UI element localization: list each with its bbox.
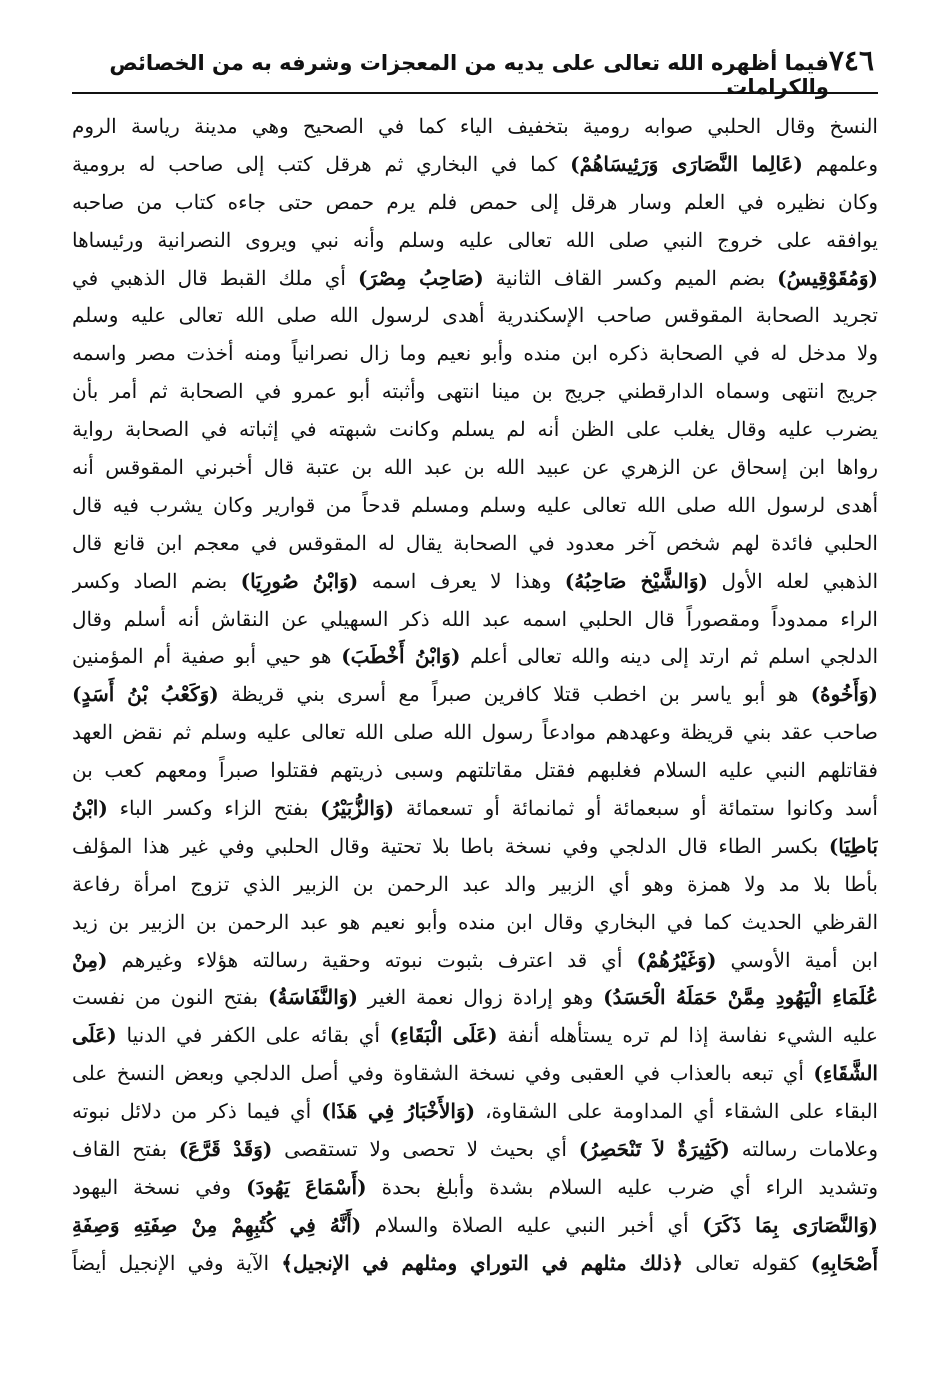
commentary-text: بفتح النون من نفست (72, 985, 268, 1010)
commentary-text: وعلمهم (802, 151, 878, 176)
text-line (72, 790, 878, 828)
commentary-text: بفتح القاف (72, 1137, 179, 1162)
text-line (72, 146, 878, 184)
quoted-text: أَصْحَابِهِ) (810, 1250, 878, 1275)
quoted-text: (وَابْنُ أَخْطَبَ) (341, 644, 461, 669)
commentary-text: تجريد الصحابة المقوقس صاحب الإسكندرية أهدى لرسول الله صلى الله تعالى عليه وسلم (72, 303, 878, 328)
text-line (72, 563, 878, 601)
commentary-text: أسد وكانوا ستمائة أو سبعمائة أو ثمانمائة أو تسعمائة (394, 796, 878, 821)
commentary-text: الدلجي اسلم ثم ارتد إلى دينه والله تعالى أعلم (460, 644, 878, 669)
commentary-text: أي بحيث لا تحصى ولا تستقصى (272, 1137, 579, 1162)
commentary-text: بأطا بلا مد ولا همزة وهو أي الزبير والد عبد الرحمن بن الزبير الذي تزوج امرأة رفاعة (72, 871, 878, 896)
quoted-text: (مِنْ (72, 947, 108, 972)
text-line (72, 1055, 878, 1093)
quoted-text: (وَالزُّبَيْرُ) (320, 796, 395, 821)
commentary-text: أي بقائه على الكفر في الدنيا (116, 1023, 390, 1048)
commentary-text: وهذا لا يعرف اسمه (358, 568, 565, 593)
text-line (72, 411, 878, 449)
quoted-text: (وَكَعْبُ بْنُ أَسَدٍ) (72, 682, 219, 707)
commentary-text: عليه الشيء نفاسة إذا لم تره يستأهله أنفة (497, 1023, 878, 1048)
commentary-text: النسخ وقال الحلبي صوابه رومية بتخفيف الياء كما في الصحيح وهي مدينة رياسة الروم (72, 114, 878, 138)
quoted-text: (عَلَى الْبَقَاءِ) (389, 1023, 498, 1048)
text-line (72, 904, 878, 942)
text-line (72, 525, 878, 563)
quoted-text: (صَاحِبُ مِصْرَ) (357, 265, 484, 290)
commentary-text: أي تبعه بالعذاب في العقبى وفي نسخة الشقاوة وفي أصل الدلجي وبعض النسخ على (72, 1061, 814, 1086)
commentary-text: القرظي الحديث كما في البخاري وقال ابن منده وأبو نعيم هو عبد الرحمن بن الزبير بن زيد (72, 909, 878, 934)
text-line (72, 1245, 878, 1283)
quoted-text: (ابْنُ (72, 796, 108, 821)
quoted-text: (عَالِما النَّصَارَى وَرَئِيسَاهُمْ) (570, 151, 803, 176)
quoted-text: (وَالشَّيْخ صَاحِبُهُ) (564, 568, 709, 593)
text-line (72, 108, 878, 146)
commentary-text: الذهبي لعله الأول (708, 568, 878, 593)
text-line (72, 601, 878, 639)
page-header (72, 44, 878, 99)
text-line (72, 828, 878, 866)
commentary-text: وفي نسخة اليهود (72, 1174, 247, 1199)
quoted-text: (وَغَيْرُهُمْ) (636, 947, 717, 972)
text-line (72, 866, 878, 904)
commentary-text: بضم الميم وكسر القاف الثانية (483, 265, 778, 290)
text-line (72, 184, 878, 222)
text-line (72, 449, 878, 487)
commentary-text: بفتح الزاء وكسر الباء (107, 796, 321, 821)
text-line (72, 638, 878, 676)
quoted-text: بَاطِيَا) (828, 833, 878, 858)
text-line (72, 1017, 878, 1055)
commentary-text: وكان نظيره في العلم وسار هرقل إلى حمص فلم يرم حمص حتى جاءه كتاب من صاحبه (72, 189, 878, 214)
quoted-text: (وَقَدْ قَرَّعَ) (178, 1137, 273, 1162)
commentary-text: أي ملك القبط قال الذهبي في (72, 265, 358, 290)
quoted-text: (وَابْنُ صُورِيَا) (240, 568, 359, 593)
commentary-text: أي قد اعترف بثبوت نبوته وحقية رسالته هؤلاء وغيرهم (107, 947, 637, 972)
commentary-text: بكسر الطاء قال الدلجي وفي نسخة باطا بلا تحتية وقال الحلبي وفي غير هذا المؤلف (72, 833, 829, 858)
page-number: ٧٤٦ (828, 44, 874, 77)
quoted-text: (وَأَخُوهُ) (810, 682, 878, 707)
commentary-text: هو أبو ياسر بن اخطب قتلا كافرين صبراً مع أسرى بني قريظة (218, 682, 811, 707)
running-title: فيما أظهره الله تعالى على يديه من المعجزات وشرفه به من الخصائص والكرامات (109, 51, 829, 99)
commentary-text: يوافقه على خروج النبي صلى الله تعالى عليه وسلم وأنه نبي ويروى النصرانية ورئيساها (72, 227, 878, 252)
text-line (72, 942, 878, 980)
text-line (72, 1131, 878, 1169)
quoted-text: (وَالنَّصَارَى بِمَا ذَكَرَ) (702, 1212, 878, 1237)
quoted-text: عُلَمَاءِ الْيَهُودِ مِمَّنْ حَمَلَهُ الْحَسَدُ) (603, 985, 878, 1010)
text-line (72, 373, 878, 411)
text-line (72, 260, 878, 298)
quoted-text: (أَسْمَاعَ يَهُودَ) (246, 1174, 367, 1199)
text-line (72, 676, 878, 714)
commentary-text: ولا مدخل له في الصحابة ذكره ابن منده وأبو نعيم وما زال نصرانياً ومنه أخذت مصر واسمه (72, 341, 878, 366)
text-line (72, 1093, 878, 1131)
commentary-text: فقاتلهم النبي عليه السلام فغلبهم فقتل مقاتلتهم وسبى ذريتهم فقتلوا صبراً ومعهم كعب بن (72, 758, 878, 783)
text-line (72, 335, 878, 373)
commentary-text: جريج انتهى وسماه الدارقطني جريج بن مينا انتهى وأثبته أبو عمرو في الصحابة ثم أمر بأن (72, 379, 878, 404)
commentary-text: الآية وفي الإنجيل أيضاً (72, 1250, 282, 1275)
text-line (72, 714, 878, 752)
quoted-text: (وَمُقَوْقِيسُ) (777, 265, 878, 290)
commentary-text: أي فيما ذكر من دلائل نبوته (72, 1099, 322, 1124)
quoted-text: ﴿ذلك مثلهم في التوراي ومثلهم في الإنجيل﴾ (281, 1250, 684, 1275)
commentary-text: وعلامات رسالته (729, 1137, 878, 1162)
text-line (72, 752, 878, 790)
quoted-text: (وَالنَّفَاسَةُ) (267, 985, 358, 1010)
quoted-text: (عَلَى (72, 1023, 117, 1048)
commentary-text: الراء ممدوداً ومقصوراً قال الحلبي اسمه عبد الله ذكر السهيلي عن النقاش أنه أسلم وقال (72, 606, 878, 631)
commentary-text: صاحب عقد بني قريظة وعهدهم موادعاً رسول الله صلى الله تعالى عليه وسلم ثم نقض العهد (72, 720, 878, 745)
commentary-text: الحلبي فائدة لهم شخص آخر معدود في الصحابة يقال له المقوقس في معجم ابن قانع قال (72, 530, 878, 555)
commentary-text: أي أخبر النبي عليه الصلاة والسلام (361, 1212, 703, 1237)
commentary-text: أهدى لرسول الله صلى الله تعالى عليه وسلم ومسلم قدحاً من قوارير وكان يشرب فيه قال (72, 492, 878, 517)
text-line (72, 1169, 878, 1207)
commentary-text: بضم الصاد وكسر (72, 568, 241, 593)
quoted-text: (أَنَّهُ فِي كُتُبِهِمْ مِنْ صِفَتِهِ وَصِفَةِ (72, 1212, 362, 1237)
text-line (72, 297, 878, 335)
text-line (72, 979, 878, 1017)
commentary-text: البقاء على الشقاء أي المداومة على الشقاوة، (475, 1099, 878, 1124)
quoted-text: (كَثِيرَةٌ لاَ تَنْحَصِرُ) (578, 1137, 730, 1162)
commentary-text: وهو إرادة زوال نعمة الغير (357, 985, 604, 1010)
text-line (72, 1207, 878, 1245)
commentary-text: هو حيي أبو صفية أم المؤمنين (72, 644, 342, 669)
commentary-text: يضرب عليه وقال يغلب على الظن أنه لم يسلم وكانت شبهته في إثباته في الصحابة رواية (72, 417, 878, 442)
commentary-text: وتشديد الراء أي ضرب عليه السلام بشدة وأبلغ بحدة (366, 1174, 878, 1199)
commentary-text: رواها ابن إسحاق عن الزهري عن عبيد الله بن عبد الله بن عتبة قال أخبرني المقوقس أنه (72, 455, 878, 480)
text-line (72, 222, 878, 260)
commentary-text: كما في البخاري ثم هرقل كتب إلى صاحب له برومية (72, 151, 571, 176)
text-line (72, 487, 878, 525)
body-text (72, 108, 878, 1283)
quoted-text: (وَالأَخْبَارُ فِي هَذَا) (321, 1099, 476, 1124)
commentary-text: كقوله تعالى (683, 1250, 811, 1275)
quoted-text: الشَّقَاءِ) (813, 1061, 878, 1086)
commentary-text: ابن أمية الأوسي (716, 947, 878, 972)
